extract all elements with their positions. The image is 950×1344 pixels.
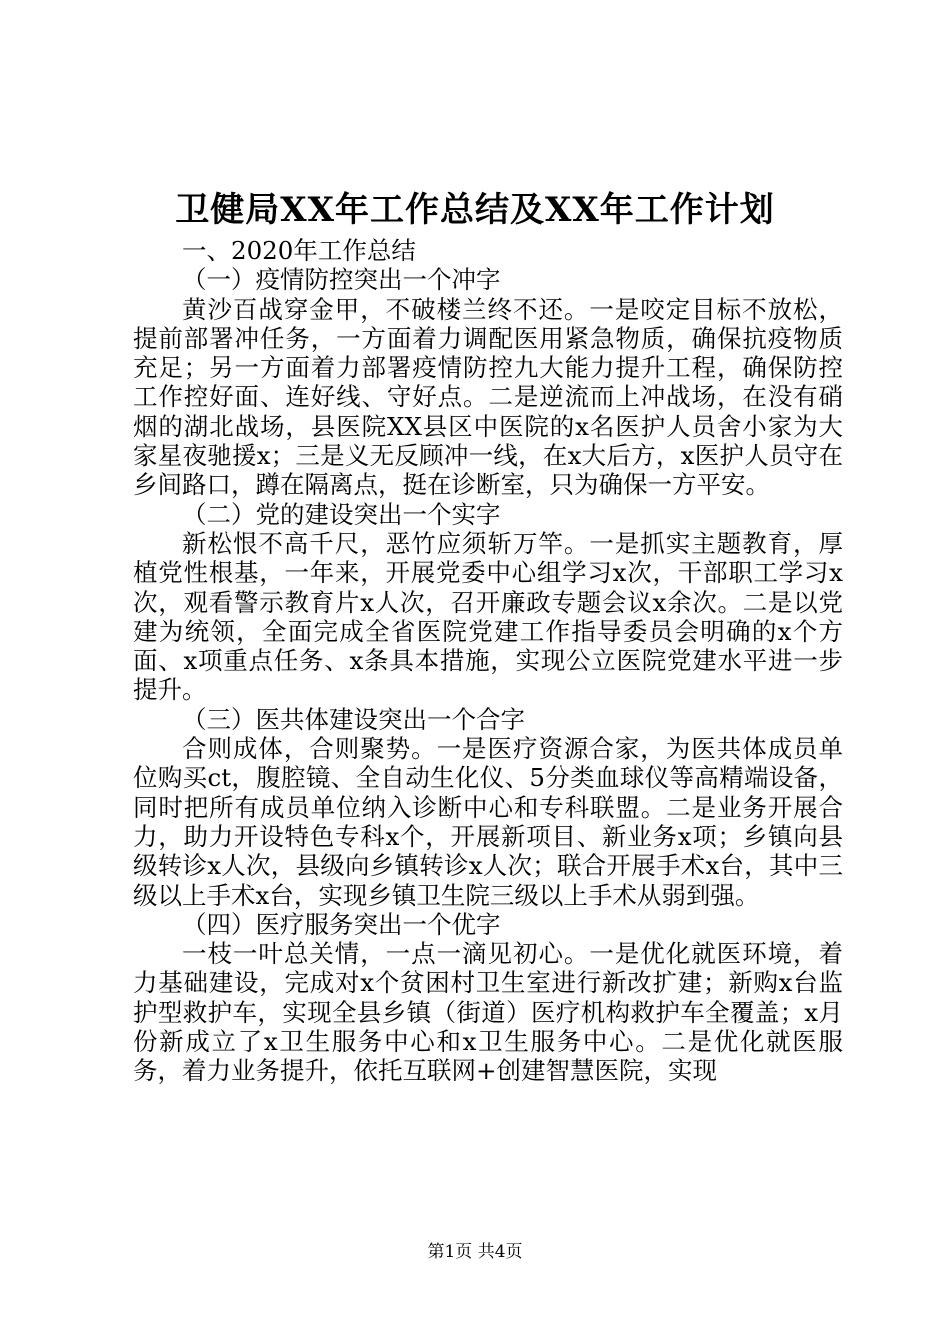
subsection-heading: （二）党的建设突出一个实字 xyxy=(182,499,501,529)
paragraph: 黄沙百战穿金甲，不破楼兰终不还。一是咬定目标不放松，提前部署冲任务，一方面着力调配医用紧急物质，确保抗疫物质充足；另一方面着力部署疫情防控九大能力提升工程，确保防控工作控好面、连好线、守好点。二是逆流而上冲战场，在没有硝烟的湖北战场，县医院XX县区中医院的x名医护人员舍小家为大家星夜驰援x；三是义无反顾冲一线，在x大后方，x医护人员守在乡间路口，蹲在隔离点，挺在诊断室，只为确保一方平安。 xyxy=(133,294,843,500)
document-title: 卫健局XX年工作总结及XX年工作计划 xyxy=(175,190,775,230)
page-footer: 第1页 共4页 xyxy=(427,1242,523,1262)
subsection-heading: （三）医共体建设突出一个合字 xyxy=(182,704,525,734)
subsection-heading: （四）医疗服务突出一个优字 xyxy=(182,909,501,939)
paragraph: 新松恨不高千尺，恶竹应须斩万竿。一是抓实主题教育，厚植党性根基，一年来，开展党委中心组学习x次，干部职工学习x次，观看警示教育片x人次，召开廉政专题会议x余次。二是以党建为统领，全面完成全省医院党建工作指导委员会明确的x个方面、x项重点任务、x条具本措施，实现公立医院党建水平进一步提升。 xyxy=(133,528,843,705)
paragraph: 一枝一叶总关情，一点一滴见初心。一是优化就医环境，着力基础建设，完成对x个贫困村卫生室进行新改扩建；新购x台监护型救护车，实现全县乡镇（街道）医疗机构救护车全覆盖；x月份新成立了x卫生服务中心和x卫生服务中心。二是优化就医服务，着力业务提升，依托互联网+创建智慧医院，实现 xyxy=(133,939,843,1086)
document-body xyxy=(133,236,843,1086)
subsection-heading: （一）疫情防控突出一个冲字 xyxy=(182,265,501,295)
paragraph: 合则成体，合则聚势。一是医疗资源合家，为医共体成员单位购买ct，腹腔镜、全自动生化仪、5分类血球仪等高精端设备，同时把所有成员单位纳入诊断中心和专科联盟。二是业务开展合力，助力开设特色专科x个，开展新项目、新业务x项；乡镇向县级转诊x人次，县级向乡镇转诊x人次；联合开展手术x台，其中三级以上手术x台，实现乡镇卫生院三级以上手术从弱到强。 xyxy=(133,734,843,910)
section-heading: 一、2020年工作总结 xyxy=(182,236,416,265)
